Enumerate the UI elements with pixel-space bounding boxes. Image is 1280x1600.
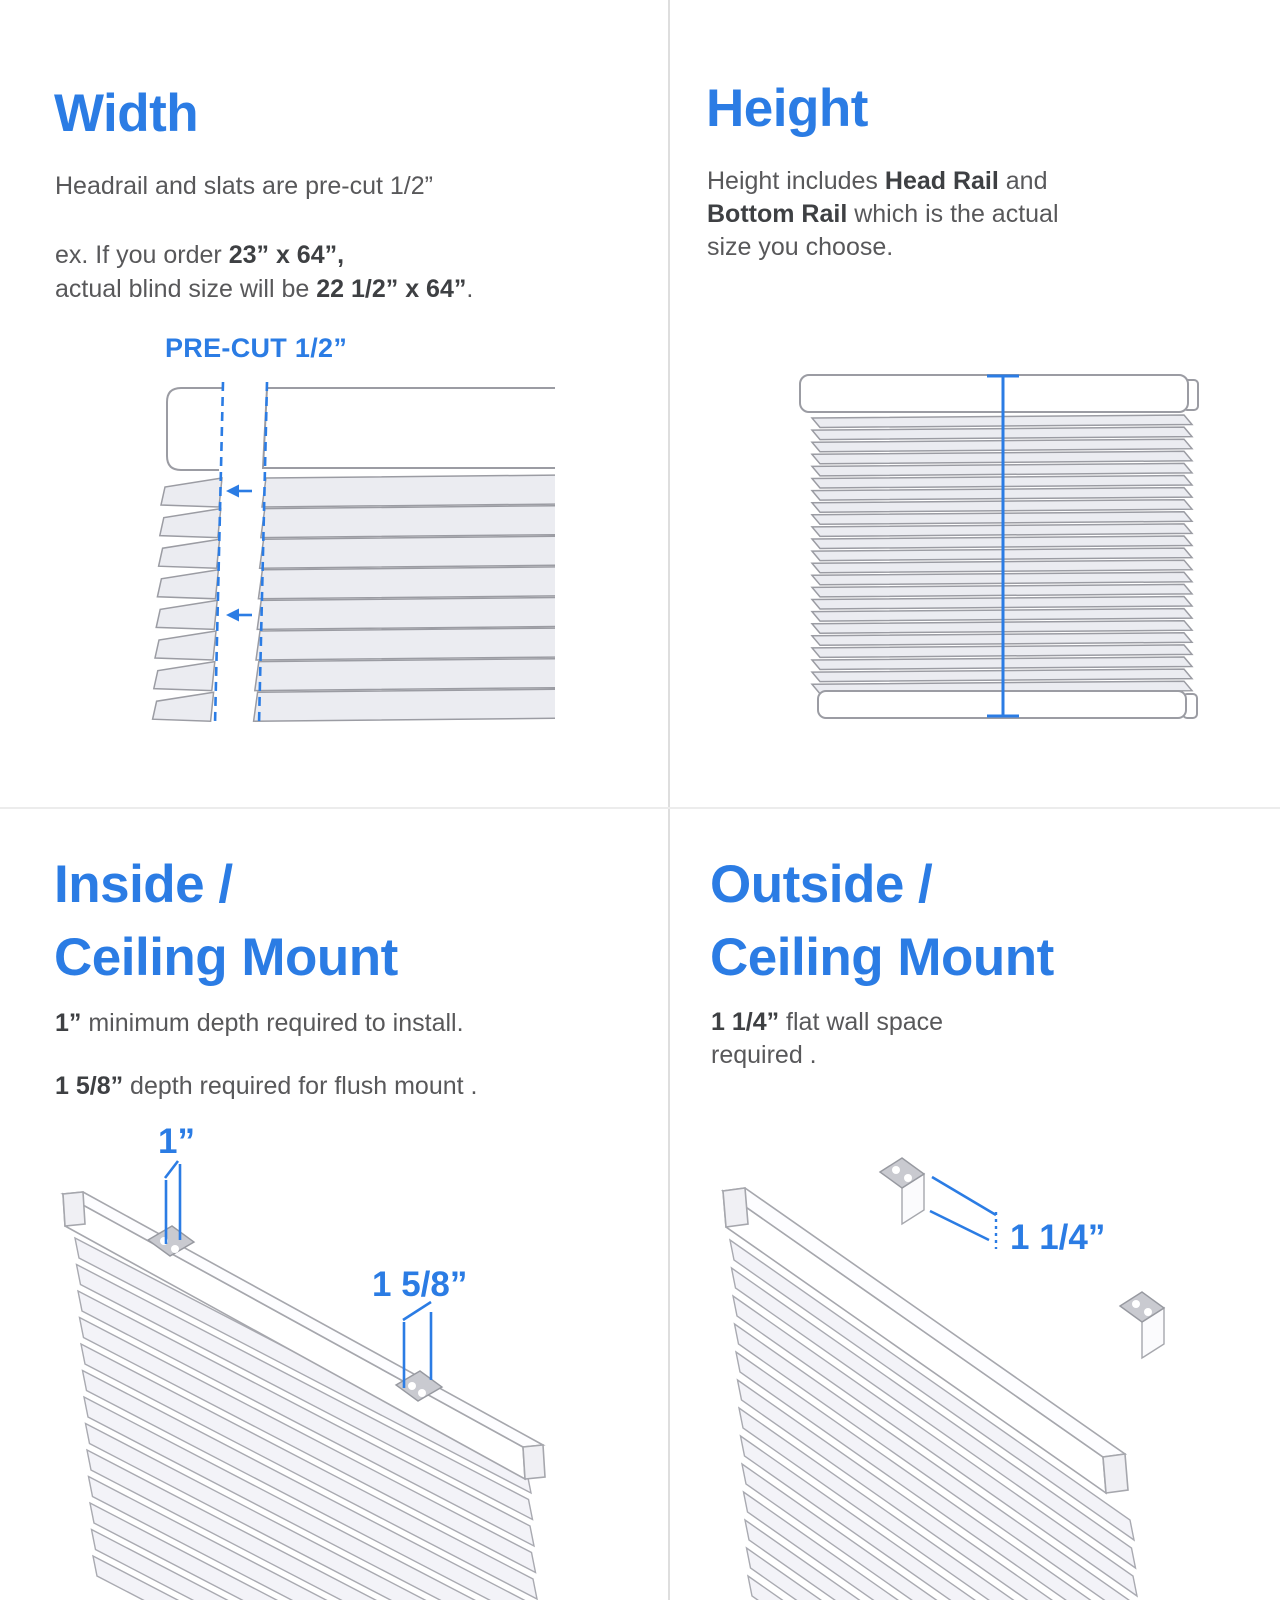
ceiling-bracket [1120, 1292, 1164, 1358]
width-diagram [140, 368, 555, 728]
cut-arrow-icon [226, 609, 252, 622]
cut-arrow-icon [226, 485, 252, 498]
ceiling-bracket [880, 1158, 924, 1224]
headrail [800, 375, 1188, 412]
outside-section-header [710, 848, 1054, 994]
slat-stack [730, 1240, 1152, 1600]
slat-stack-right [254, 475, 555, 721]
height-para: Height includes Head Rail and Bottom Rail which is the actual size you choose. [707, 167, 1059, 261]
dimension-leader [930, 1177, 996, 1249]
dim-label-114in: 1 1/4” [1010, 1218, 1106, 1257]
precut-label: PRE-CUT 1/2” [165, 333, 348, 363]
inside-para2: 1 5/8” depth required for flush mount . [55, 1072, 478, 1100]
height-diagram [780, 362, 1210, 722]
inside-para1: 1” minimum depth required to install. [55, 1009, 464, 1037]
headrail-left-piece [167, 388, 223, 470]
width-section-header [54, 84, 198, 144]
height-title: Height [706, 79, 868, 138]
outside-mount-diagram [680, 1100, 1280, 1600]
vertical-divider [668, 0, 670, 1600]
headrail-right-piece [263, 388, 555, 468]
width-para2: ex. If you order 23” x 64”, actual blind size will be 22 1/2” x 64”. [55, 241, 474, 303]
outside-title: Outside / Ceiling Mount [710, 855, 1054, 987]
inside-title: Inside / Ceiling Mount [54, 855, 398, 987]
slat-stack-left [153, 478, 222, 721]
inside-mount-diagram [20, 1100, 660, 1600]
height-section-header [706, 79, 868, 139]
outside-para: 1 1/4” flat wall space required . [711, 1008, 944, 1069]
horizontal-divider [0, 807, 1280, 809]
width-title: Width [54, 84, 199, 143]
dim-label-1in: 1” [158, 1122, 195, 1161]
width-para1: Headrail and slats are pre-cut 1/2” [55, 172, 433, 200]
dim-label-158in: 1 5/8” [372, 1265, 468, 1304]
inside-section-header [54, 848, 398, 994]
